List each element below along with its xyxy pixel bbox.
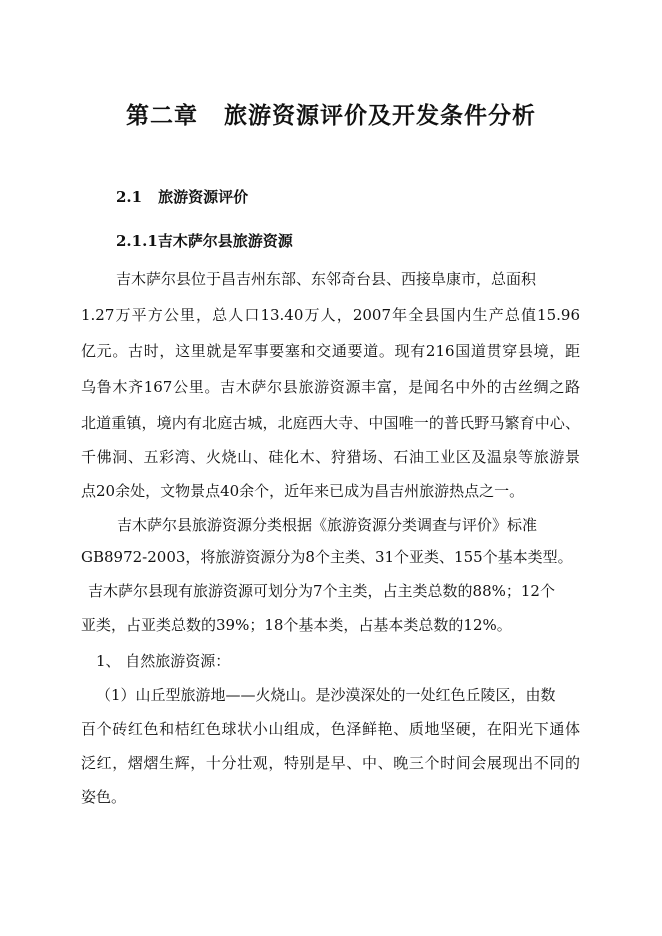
paragraph-line: 北道重镇，境内有北庭古城，北庭西大寺、中国唯一的普氏野马繁育中心、 <box>81 414 580 432</box>
paragraph-line: GB8972-2003，将旅游资源分为8个主类、31个亚类、155个基本类型。 <box>81 548 573 566</box>
section-title: 旅游资源评价 <box>158 188 249 206</box>
chapter-name: 旅游资源评价及开发条件分析 <box>224 102 536 129</box>
chapter-title <box>0 98 662 134</box>
paragraph-line: 吉木萨尔县旅游资源分类根据《旅游资源分类调查与评价》标准 <box>117 516 538 534</box>
paragraph-line: 百个砖红色和桔红色球状小山组成，色泽鲜艳、质地坚硬，在阳光下通体 <box>81 720 580 738</box>
paragraph-line: 1.27万平方公里，总人口13.40万人，2007年全县国内生产总值15.96 <box>81 306 580 324</box>
subsection-heading: 2.1.1吉木萨尔县旅游资源 <box>116 232 293 250</box>
paragraph-line: 吉木萨尔县现有旅游资源可划分为7个主类，占主类总数的88%；12个 <box>88 582 555 600</box>
section-number: 2.1 <box>116 188 143 206</box>
paragraph-line: （1）山丘型旅游地——火烧山。是沙漠深处的一处红色丘陵区，由数 <box>96 686 556 704</box>
section-heading <box>116 186 248 208</box>
paragraph-line: 点20余处，文物景点40余个，近年来已成为昌吉州旅游热点之一。 <box>81 482 525 500</box>
paragraph-line: 亿元。古时，这里就是军事要塞和交通要道。现有216国道贯穿县境，距 <box>81 342 580 360</box>
list-item-natural-resources: 1、 自然旅游资源： <box>96 652 231 670</box>
paragraph-line: 乌鲁木齐167公里。吉木萨尔县旅游资源丰富，是闻名中外的古丝绸之路 <box>81 378 580 396</box>
paragraph-line: 千佛洞、五彩湾、火烧山、硅化木、狩猎场、石油工业区及温泉等旅游景 <box>81 448 580 466</box>
paragraph-line: 泛红，熠熠生辉，十分壮观，特别是早、中、晚三个时间会展现出不同的 <box>81 754 580 772</box>
chapter-label: 第二章 <box>126 102 198 129</box>
paragraph-line: 吉木萨尔县位于昌吉州东部、东邻奇台县、西接阜康市，总面积 <box>116 270 537 288</box>
paragraph-line: 姿色。 <box>81 788 127 806</box>
paragraph-line: 亚类，占亚类总数的39%；18个基本类，占基本类总数的12%。 <box>81 616 512 634</box>
